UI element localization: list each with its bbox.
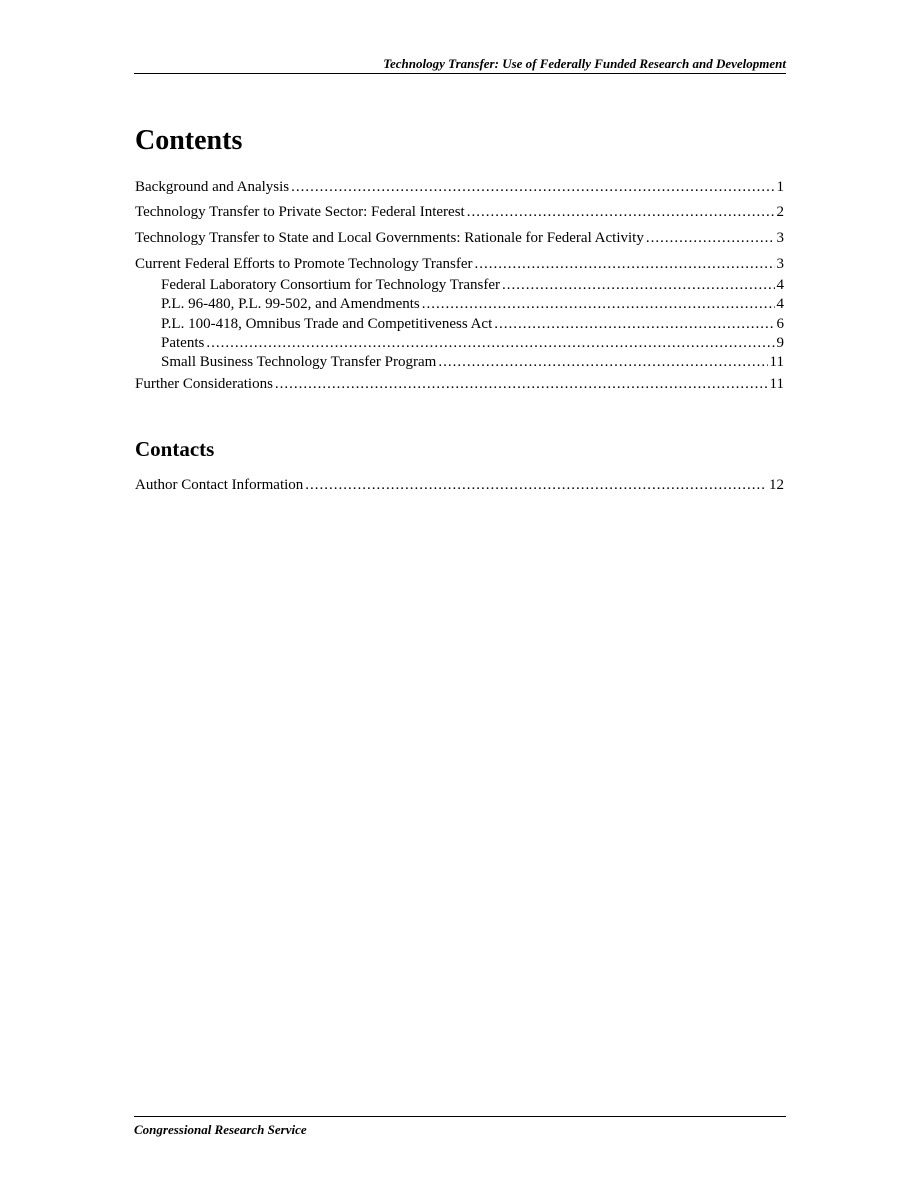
toc-page-number: 11 (769, 354, 784, 370)
toc-leader-dots (305, 476, 767, 494)
toc-leader-dots (422, 295, 775, 313)
toc-entry[interactable] (135, 203, 784, 221)
toc-entry-title: Small Business Technology Transfer Program (161, 354, 437, 370)
toc-page-number: 6 (776, 316, 784, 332)
toc-entry[interactable] (135, 476, 784, 494)
toc-page-number: 4 (776, 277, 784, 293)
toc-entry-title: P.L. 96-480, P.L. 99-502, and Amendments (161, 296, 420, 312)
toc-entry[interactable] (135, 229, 784, 247)
toc-subentry[interactable] (161, 315, 784, 333)
toc-leader-dots (467, 203, 775, 221)
contacts-heading: Contacts (135, 437, 215, 461)
toc-entry-title: P.L. 100-418, Omnibus Trade and Competitiveness Act (161, 316, 493, 332)
toc-page-number: 11 (769, 376, 784, 392)
toc-subentry[interactable] (161, 334, 784, 352)
toc-entry[interactable] (135, 178, 784, 196)
toc-leader-dots (438, 353, 767, 371)
toc-subentry[interactable] (161, 353, 784, 371)
toc-page-number: 9 (776, 335, 784, 351)
toc-subentry[interactable] (161, 295, 784, 313)
toc-subentry[interactable] (161, 276, 784, 294)
toc-page-number: 3 (776, 256, 784, 272)
toc-entry[interactable] (135, 255, 784, 273)
toc-page-number: 12 (769, 477, 784, 493)
toc-leader-dots (291, 178, 774, 196)
toc-entry-title: Technology Transfer to State and Local Governments: Rationale for Federal Activity (135, 230, 644, 246)
toc-leader-dots (502, 276, 774, 294)
toc-entry-title: Federal Laboratory Consortium for Technology Transfer (161, 277, 501, 293)
toc-page-number: 4 (776, 296, 784, 312)
toc-entry-title: Current Federal Efforts to Promote Technology Transfer (135, 256, 473, 272)
running-header: Technology Transfer: Use of Federally Funded Research and Development (134, 55, 786, 74)
contents-heading: Contents (135, 125, 243, 156)
toc-entry-title: Technology Transfer to Private Sector: Federal Interest (135, 204, 465, 220)
toc-entry-title: Background and Analysis (135, 179, 290, 195)
toc-page-number: 3 (776, 230, 784, 246)
toc-leader-dots (206, 334, 774, 352)
toc-leader-dots (275, 375, 768, 393)
toc-leader-dots (494, 315, 774, 333)
page-footer: Congressional Research Service (134, 1116, 786, 1139)
toc-entry-title: Author Contact Information (135, 477, 304, 493)
toc-entry[interactable] (135, 375, 784, 393)
toc-entry-title: Further Considerations (135, 376, 273, 392)
toc-entry-title: Patents (161, 335, 205, 351)
toc-leader-dots (475, 255, 775, 273)
toc-page-number: 1 (776, 179, 784, 195)
toc-page-number: 2 (776, 204, 784, 220)
toc-leader-dots (646, 229, 775, 247)
